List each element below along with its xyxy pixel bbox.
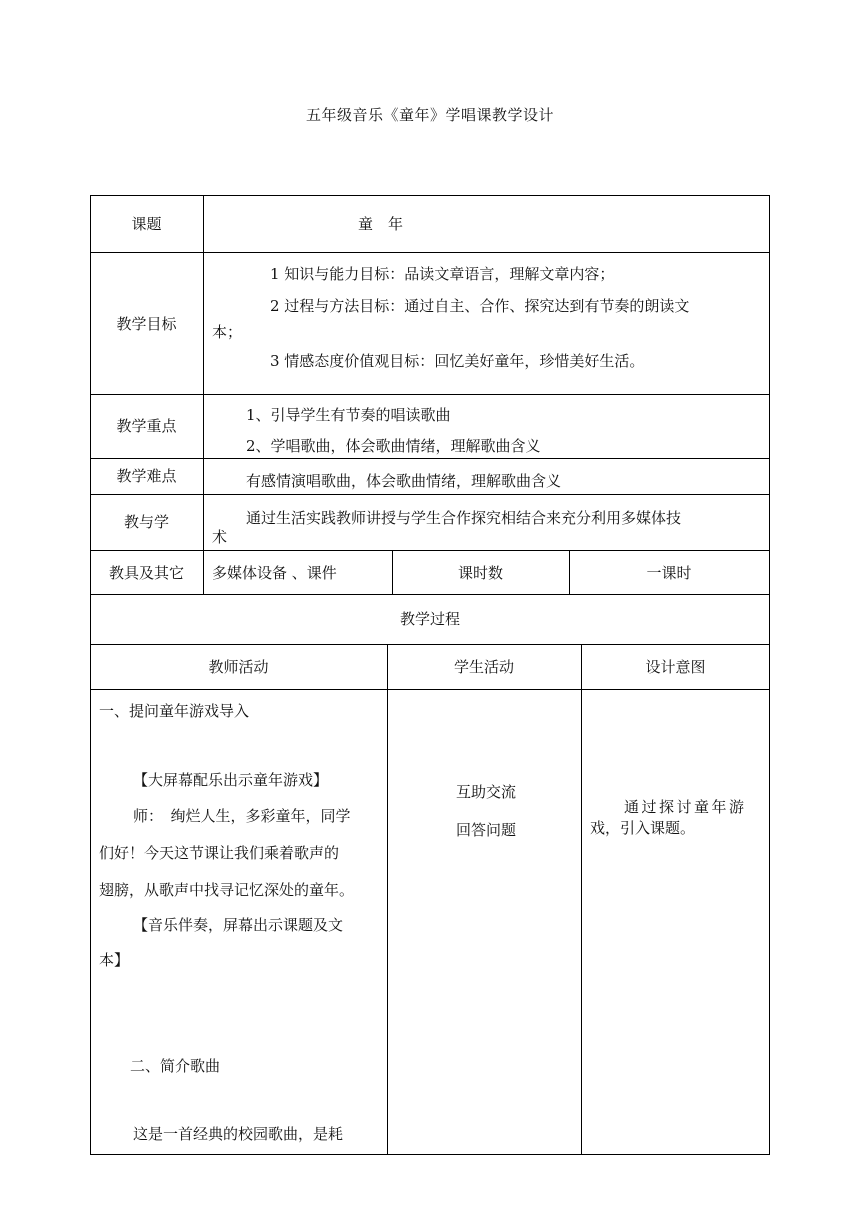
row-divider [90, 550, 770, 551]
teacher-speech-line: 们好！今天这节课让我们乘着歌声的 [99, 844, 340, 862]
table-border-top [90, 195, 770, 196]
topic-value: 童 年 [358, 215, 404, 233]
difficulty-value: 有感情演唱歌曲，体会歌曲情绪，理解歌曲含义 [246, 472, 562, 490]
row-divider [90, 644, 770, 645]
design-intent-line: 通过探讨童年游 [624, 798, 747, 816]
row-divider [90, 594, 770, 595]
row-divider [90, 689, 770, 690]
column-divider [581, 644, 582, 1155]
teacher-speech-line: 翅膀，从歌声中找寻记忆深处的童年。 [99, 881, 355, 899]
goals-line: 2 过程与方法目标：通过自主、合作、探究达到有节奏的朗读文 [270, 297, 690, 315]
teach-learn-label: 教与学 [123, 513, 169, 531]
goals-line: 本； [212, 323, 243, 341]
goals-line: 1 知识与能力目标：品读文章语言，理解文章内容； [270, 265, 615, 283]
row-divider [90, 252, 770, 253]
key-points-line: 1、引导学生有节奏的唱读歌曲 [246, 406, 451, 424]
student-activity-line: 回答问题 [456, 821, 517, 839]
row-divider [90, 458, 770, 459]
page-title: 五年级音乐《童年》学唱课教学设计 [305, 106, 554, 124]
row-divider [90, 394, 770, 395]
design-intent-line: 戏，引入课题。 [590, 819, 696, 837]
key-points-label: 教学重点 [116, 417, 177, 435]
goals-line: 3 情感态度价值观目标：回忆美好童年，珍惜美好生活。 [270, 352, 645, 370]
intro-line: 这是一首经典的校园歌曲，是耗 [133, 1125, 344, 1143]
topic-label: 课题 [131, 215, 162, 233]
teach-learn-line: 通过生活实践教师讲授与学生合作探究相结合来充分利用多媒体技 [246, 509, 682, 527]
difficulty-label: 教学难点 [116, 467, 177, 485]
hours-label: 课时数 [457, 564, 503, 582]
teacher-activity-header: 教师活动 [208, 658, 269, 676]
section-heading: 一、提问童年游戏导入 [99, 702, 250, 720]
hours-value: 一课时 [646, 564, 692, 582]
screen-note: 【大屏幕配乐出示童年游戏】 [133, 771, 329, 789]
process-heading: 教学过程 [399, 610, 460, 628]
column-divider [387, 644, 388, 1155]
teach-learn-line: 术 [212, 528, 228, 546]
table-border-bottom [90, 1154, 770, 1155]
music-note-line: 【音乐伴奏，屏幕出示课题及文 [133, 916, 344, 934]
student-activity-line: 互助交流 [456, 783, 517, 801]
student-activity-header: 学生活动 [453, 658, 514, 676]
design-intent-header: 设计意图 [645, 658, 706, 676]
tools-value: 多媒体设备 、课件 [212, 564, 337, 582]
section-heading: 二、简介歌曲 [130, 1057, 221, 1075]
row-divider [90, 494, 770, 495]
column-divider [203, 195, 204, 595]
teacher-speech-line: 师： 绚烂人生，多彩童年，同学 [133, 807, 351, 825]
music-note-line: 本】 [99, 951, 130, 969]
goals-label: 教学目标 [116, 315, 177, 333]
key-points-line: 2、学唱歌曲，体会歌曲情绪，理解歌曲含义 [246, 437, 541, 455]
tools-label: 教具及其它 [108, 564, 184, 582]
